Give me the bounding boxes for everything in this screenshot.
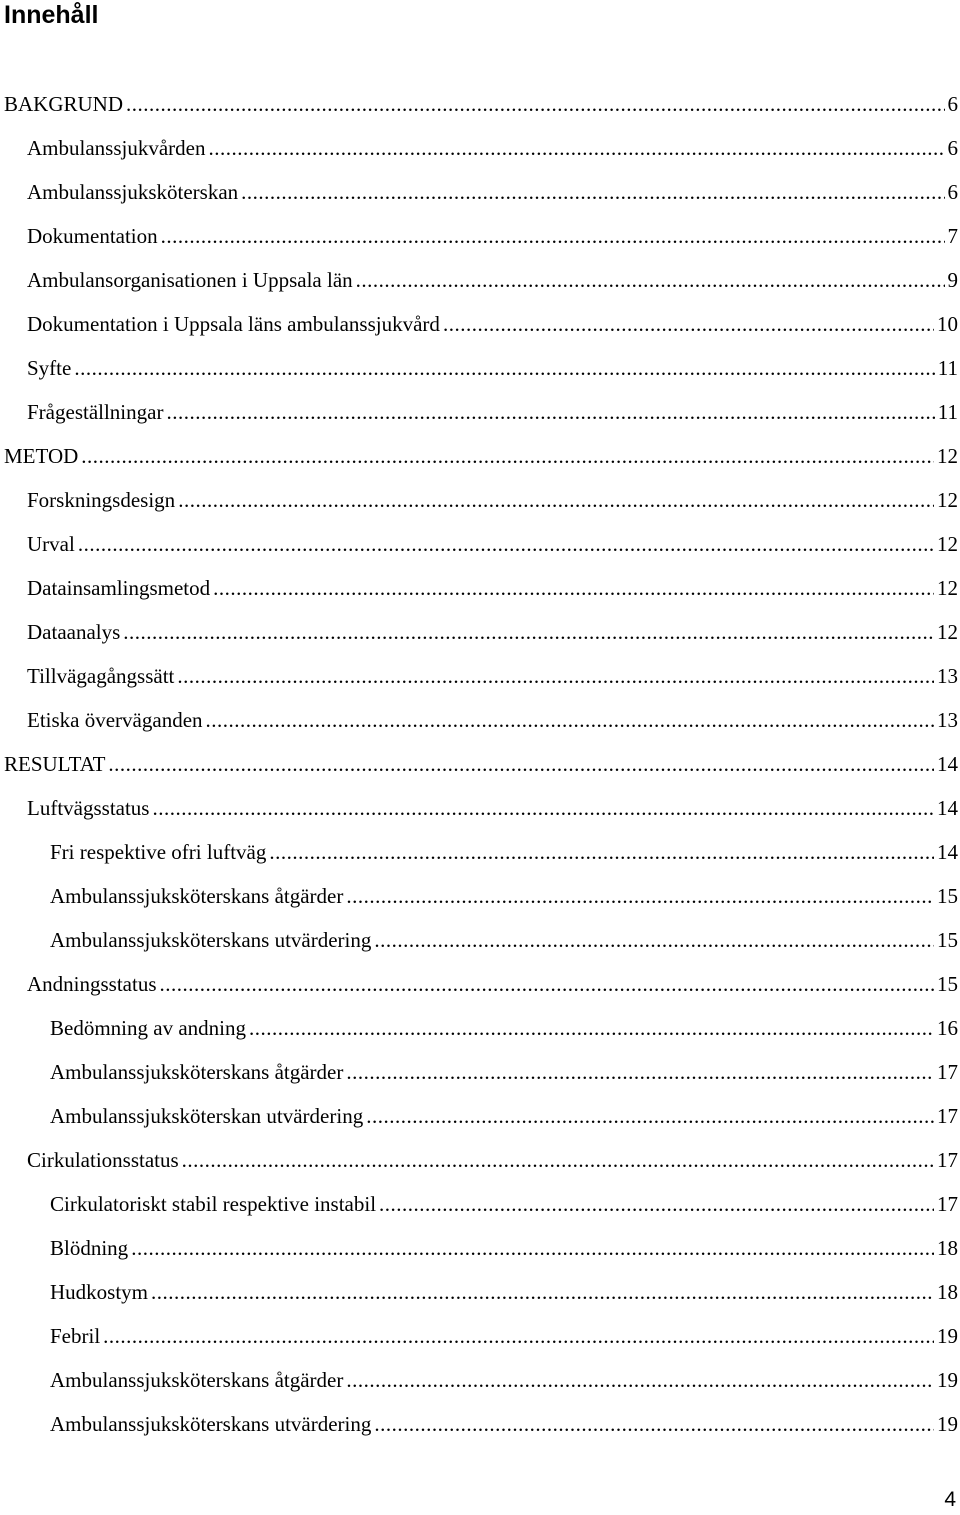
- toc-dot-leader: [161, 214, 945, 258]
- toc-entry[interactable]: [0, 1094, 960, 1138]
- toc-entry-page: 6: [947, 92, 958, 116]
- toc-dot-leader: [249, 1006, 934, 1050]
- toc-entry-title: Ambulansorganisationen i Uppsala län: [27, 268, 353, 292]
- toc-dot-leader: [177, 654, 934, 698]
- page-title: Innehåll: [4, 1, 99, 29]
- toc-entry[interactable]: [0, 742, 960, 786]
- toc-entry-page: 9: [947, 268, 958, 292]
- toc-entry-page: 15: [937, 972, 958, 996]
- toc-entry-title: Ambulanssjuksköterskans åtgärder: [50, 1368, 344, 1392]
- toc-entry-page: 14: [937, 752, 958, 776]
- toc-entry-title: Luftvägsstatus: [27, 796, 150, 820]
- toc-entry[interactable]: [0, 698, 960, 742]
- toc-dot-leader: [206, 698, 934, 742]
- toc-entry-title: Cirkulatoriskt stabil respektive instabil: [50, 1192, 377, 1216]
- toc-entry[interactable]: [0, 566, 960, 610]
- toc-dot-leader: [108, 742, 934, 786]
- toc-dot-leader: [78, 522, 934, 566]
- toc-entry-title: Forskningsdesign: [27, 488, 176, 512]
- toc-entry-page: 12: [937, 444, 958, 468]
- toc-entry-page: 16: [937, 1016, 958, 1040]
- toc-entry-page: 11: [937, 356, 958, 380]
- toc-dot-leader: [208, 126, 944, 170]
- toc-entry-title: Ambulanssjuksköterskans åtgärder: [50, 1060, 344, 1084]
- toc-entry[interactable]: [0, 654, 960, 698]
- toc-entry[interactable]: [0, 126, 960, 170]
- toc-entry-page: 13: [937, 664, 958, 688]
- toc-dot-leader: [182, 1138, 934, 1182]
- toc-entry[interactable]: [0, 1050, 960, 1094]
- toc-dot-leader: [131, 1226, 934, 1270]
- toc-entry[interactable]: [0, 82, 960, 126]
- toc-entry[interactable]: [0, 434, 960, 478]
- toc-dot-leader: [151, 1270, 934, 1314]
- toc-entry-page: 6: [947, 136, 958, 160]
- toc-dot-leader: [126, 82, 944, 126]
- toc-entry-page: 17: [937, 1148, 958, 1172]
- toc-dot-leader: [178, 478, 934, 522]
- toc-entry-title: Andningsstatus: [27, 972, 157, 996]
- toc-entry[interactable]: [0, 1226, 960, 1270]
- toc-entry-page: 12: [937, 576, 958, 600]
- toc-entry-title: Febril: [50, 1324, 101, 1348]
- toc-entry-page: 13: [937, 708, 958, 732]
- toc-dot-leader: [346, 1050, 934, 1094]
- toc-entry-title: Dokumentation i Uppsala läns ambulanssjukvård: [27, 312, 440, 336]
- toc-dot-leader: [213, 566, 934, 610]
- toc-entry-title: Bedömning av andning: [50, 1016, 246, 1040]
- toc-entry[interactable]: [0, 302, 960, 346]
- toc-entry-title: Ambulanssjuksköterskan utvärdering: [50, 1104, 364, 1128]
- toc-entry[interactable]: [0, 346, 960, 390]
- toc-entry[interactable]: [0, 522, 960, 566]
- toc-entry-title: Dokumentation: [27, 224, 158, 248]
- toc-entry[interactable]: [0, 962, 960, 1006]
- page-number: 4: [944, 1488, 956, 1511]
- toc-entry[interactable]: [0, 1270, 960, 1314]
- toc-entry[interactable]: [0, 390, 960, 434]
- toc-entry-page: 14: [937, 840, 958, 864]
- toc-dot-leader: [379, 1182, 934, 1226]
- toc-entry-page: 14: [937, 796, 958, 820]
- toc-entry-page: 17: [937, 1192, 958, 1216]
- toc-entry-title: Hudkostym: [50, 1280, 149, 1304]
- toc-entry-title: Syfte: [27, 356, 72, 380]
- toc-entry[interactable]: [0, 786, 960, 830]
- toc-dot-leader: [366, 1094, 934, 1138]
- toc-entry[interactable]: [0, 1358, 960, 1402]
- toc-dot-leader: [356, 258, 945, 302]
- toc-entry[interactable]: [0, 1138, 960, 1182]
- toc-entry-page: 6: [947, 180, 958, 204]
- table-of-contents: [0, 82, 960, 1446]
- toc-entry-page: 19: [937, 1324, 958, 1348]
- toc-entry-page: 11: [937, 400, 958, 424]
- toc-entry[interactable]: [0, 258, 960, 302]
- toc-entry-title: Dataanalys: [27, 620, 121, 644]
- toc-entry-title: Blödning: [50, 1236, 129, 1260]
- toc-entry-page: 15: [937, 928, 958, 952]
- toc-entry-title: Ambulanssjuksköterskans åtgärder: [50, 884, 344, 908]
- toc-dot-leader: [269, 830, 934, 874]
- toc-entry-title: Fri respektive ofri luftväg: [50, 840, 267, 864]
- toc-entry[interactable]: [0, 874, 960, 918]
- toc-dot-leader: [74, 346, 934, 390]
- toc-entry-page: 10: [937, 312, 958, 336]
- toc-entry-title: Urval: [27, 532, 75, 556]
- toc-entry-page: 15: [937, 884, 958, 908]
- toc-entry[interactable]: [0, 1314, 960, 1358]
- toc-dot-leader: [346, 1358, 934, 1402]
- toc-entry[interactable]: [0, 610, 960, 654]
- toc-entry-page: 7: [947, 224, 958, 248]
- toc-entry[interactable]: [0, 830, 960, 874]
- toc-entry-page: 12: [937, 488, 958, 512]
- toc-dot-leader: [374, 918, 934, 962]
- toc-entry[interactable]: [0, 1182, 960, 1226]
- toc-entry-page: 18: [937, 1236, 958, 1260]
- toc-dot-leader: [166, 390, 934, 434]
- toc-entry[interactable]: [0, 918, 960, 962]
- toc-entry[interactable]: [0, 170, 960, 214]
- toc-entry-page: 19: [937, 1412, 958, 1436]
- toc-entry-title: Etiska överväganden: [27, 708, 203, 732]
- toc-entry-title: Cirkulationsstatus: [27, 1148, 179, 1172]
- toc-dot-leader: [103, 1314, 934, 1358]
- toc-entry-page: 12: [937, 620, 958, 644]
- toc-entry-title: RESULTAT: [4, 752, 106, 776]
- toc-entry-page: 12: [937, 532, 958, 556]
- toc-entry-title: Ambulanssjuksköterskans utvärdering: [50, 928, 372, 952]
- toc-dot-leader: [81, 434, 934, 478]
- toc-entry[interactable]: [0, 478, 960, 522]
- toc-entry-page: 18: [937, 1280, 958, 1304]
- toc-entry-title: Frågeställningar: [27, 400, 164, 424]
- toc-entry-page: 17: [937, 1104, 958, 1128]
- toc-entry-page: 19: [937, 1368, 958, 1392]
- toc-entry-title: Ambulanssjukvården: [27, 136, 206, 160]
- toc-entry-title: Datainsamlingsmetod: [27, 576, 211, 600]
- toc-dot-leader: [346, 874, 934, 918]
- toc-entry-title: Tillvägagångssätt: [27, 664, 175, 688]
- toc-entry-title: BAKGRUND: [4, 92, 124, 116]
- toc-entry-page: 17: [937, 1060, 958, 1084]
- toc-dot-leader: [123, 610, 934, 654]
- toc-entry-title: METOD: [4, 444, 79, 468]
- toc-entry-title: Ambulanssjuksköterskan: [27, 180, 239, 204]
- toc-dot-leader: [374, 1402, 934, 1446]
- toc-entry[interactable]: [0, 1402, 960, 1446]
- toc-entry[interactable]: [0, 214, 960, 258]
- toc-dot-leader: [443, 302, 934, 346]
- toc-dot-leader: [160, 962, 934, 1006]
- toc-entry-title: Ambulanssjuksköterskans utvärdering: [50, 1412, 372, 1436]
- toc-dot-leader: [241, 170, 944, 214]
- toc-dot-leader: [152, 786, 934, 830]
- toc-entry[interactable]: [0, 1006, 960, 1050]
